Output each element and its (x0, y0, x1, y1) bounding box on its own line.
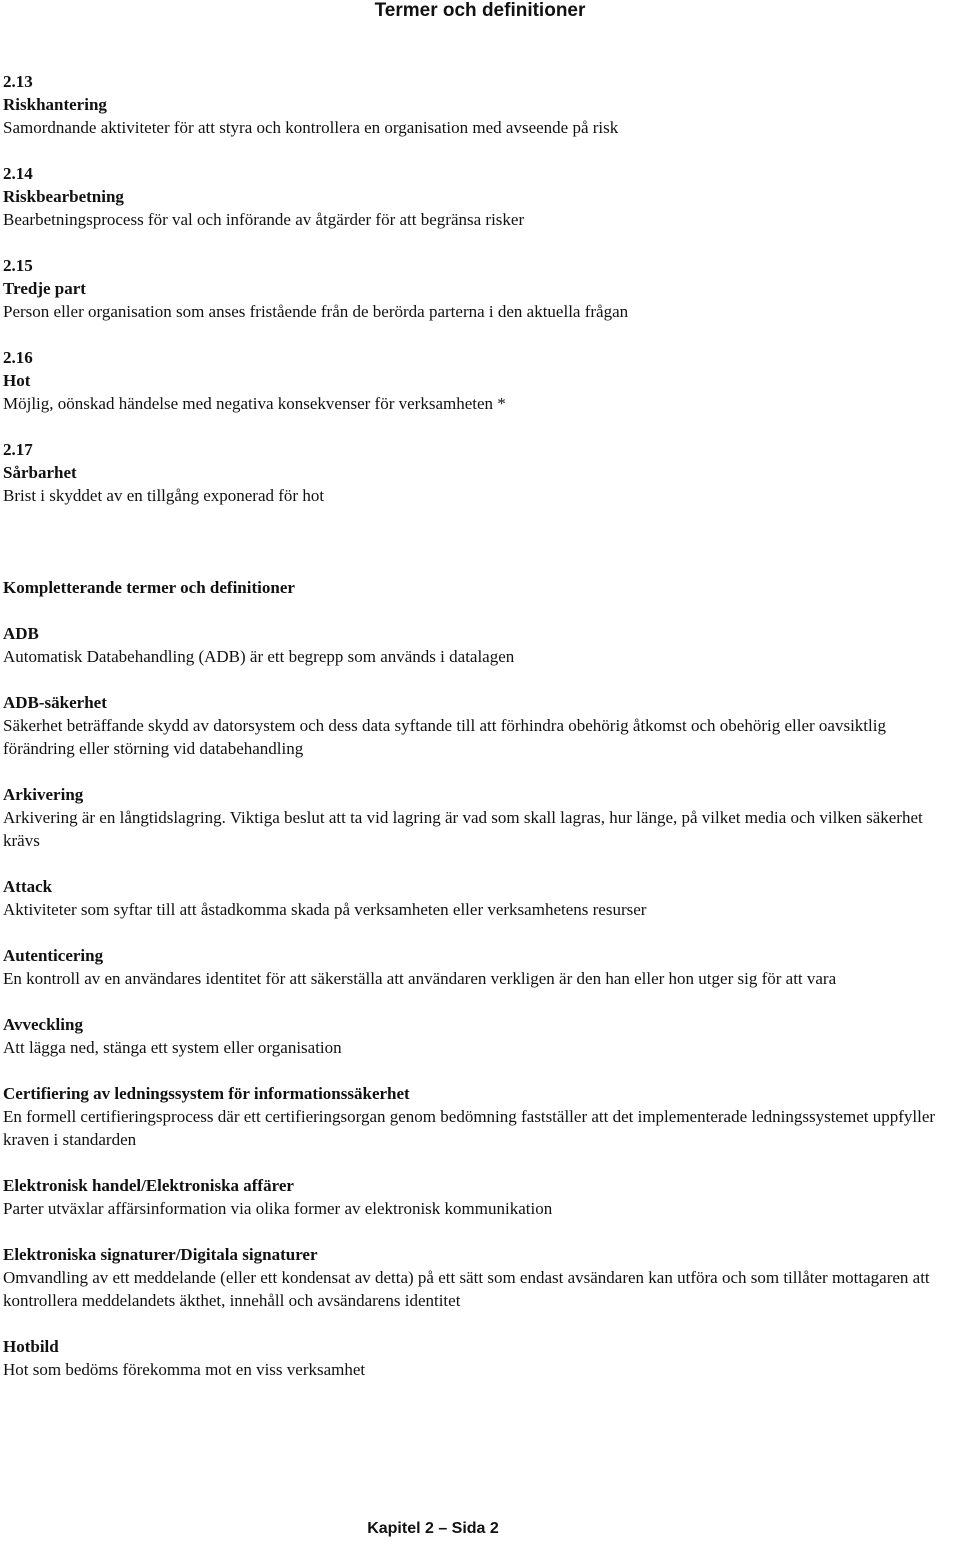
term-heading: Attack (3, 877, 53, 896)
term-heading: Riskhantering (3, 95, 107, 114)
term-entry (3, 1243, 958, 1312)
term-entry (3, 70, 958, 139)
term-entry (3, 783, 958, 852)
term-heading: ADB (3, 624, 39, 643)
term-entry (3, 622, 958, 668)
section-spacer (3, 507, 958, 576)
term-number: 2.16 (3, 348, 33, 367)
term-heading: Hot (3, 371, 31, 390)
term-entry (3, 944, 958, 990)
term-definition: Brist i skyddet av en tillgång exponerad för hot (3, 486, 325, 505)
term-heading: Elektronisk handel/Elektroniska affärer (3, 1176, 294, 1195)
term-heading: Arkivering (3, 785, 84, 804)
term-heading: ADB-säkerhet (3, 693, 107, 712)
term-number: 2.15 (3, 256, 33, 275)
term-entry (3, 1013, 958, 1059)
term-entry (3, 438, 958, 507)
term-definition: Säkerhet beträffande skydd av datorsystem och dess data syftande till att förhindra obehörig åtkomst och obehörig eller oavsiktlig förändring eller störning vid databehandling (3, 716, 886, 758)
page-title: Termer och definitioner (374, 0, 586, 21)
term-definition: Samordnande aktiviteter för att styra och kontrollera en organisation med avseende på risk (3, 118, 619, 137)
term-number: 2.17 (3, 440, 33, 459)
term-entry (3, 162, 958, 231)
document-body (3, 70, 958, 1404)
term-definition: Aktiviteter som syftar till att åstadkomma skada på verksamheten eller verksamhetens resurser (3, 900, 647, 919)
term-entry (3, 691, 958, 760)
term-heading: Hotbild (3, 1337, 59, 1356)
term-definition: Automatisk Databehandling (ADB) är ett begrepp som används i datalagen (3, 647, 515, 666)
term-heading: Certifiering av ledningssystem för informationssäkerhet (3, 1084, 410, 1103)
section-title: Kompletterande termer och definitioner (3, 578, 295, 597)
term-number: 2.13 (3, 72, 33, 91)
term-entry (3, 346, 958, 415)
term-definition: Att lägga ned, stänga ett system eller organisation (3, 1038, 342, 1057)
page-footer: Kapitel 2 – Sida 2 (367, 1520, 499, 1537)
term-definition: Person eller organisation som anses fristående från de berörda parterna i den aktuella frågan (3, 302, 629, 321)
term-heading: Elektroniska signaturer/Digitala signaturer (3, 1245, 318, 1264)
term-entry (3, 875, 958, 921)
term-entry (3, 1174, 958, 1220)
term-definition: Hot som bedöms förekomma mot en viss verksamhet (3, 1360, 366, 1379)
term-entry (3, 1082, 958, 1151)
term-definition: Möjlig, oönskad händelse med negativa konsekvenser för verksamheten * (3, 394, 506, 413)
term-definition: Parter utväxlar affärsinformation via olika former av elektronisk kommunikation (3, 1199, 553, 1218)
term-entry (3, 254, 958, 323)
term-heading: Avveckling (3, 1015, 83, 1034)
term-definition: Omvandling av ett meddelande (eller ett kondensat av detta) på ett sätt som endast avsändaren kan utföra och som tillåter mottagaren att kontrollera meddelandets äkthet, innehåll och avsändarens identitet (3, 1268, 930, 1310)
term-heading: Sårbarhet (3, 463, 77, 482)
term-heading: Autenticering (3, 946, 104, 965)
term-definition: En formell certifieringsprocess där ett certifieringsorgan genom bedömning fastställer att det implementerade ledningssystemet uppfyller kraven i standarden (3, 1107, 936, 1149)
term-definition: Bearbetningsprocess för val och införande av åtgärder för att begränsa risker (3, 210, 525, 229)
term-heading: Tredje part (3, 279, 86, 298)
term-heading: Riskbearbetning (3, 187, 124, 206)
term-definition: Arkivering är en långtidslagring. Viktiga beslut att ta vid lagring är vad som skall lagras, hur länge, på vilket media och vilken säkerhet krävs (3, 808, 923, 850)
term-number: 2.14 (3, 164, 33, 183)
term-definition: En kontroll av en användares identitet för att säkerställa att användaren verkligen är den han eller hon utger sig för att vara (3, 969, 837, 988)
term-entry (3, 1335, 958, 1381)
